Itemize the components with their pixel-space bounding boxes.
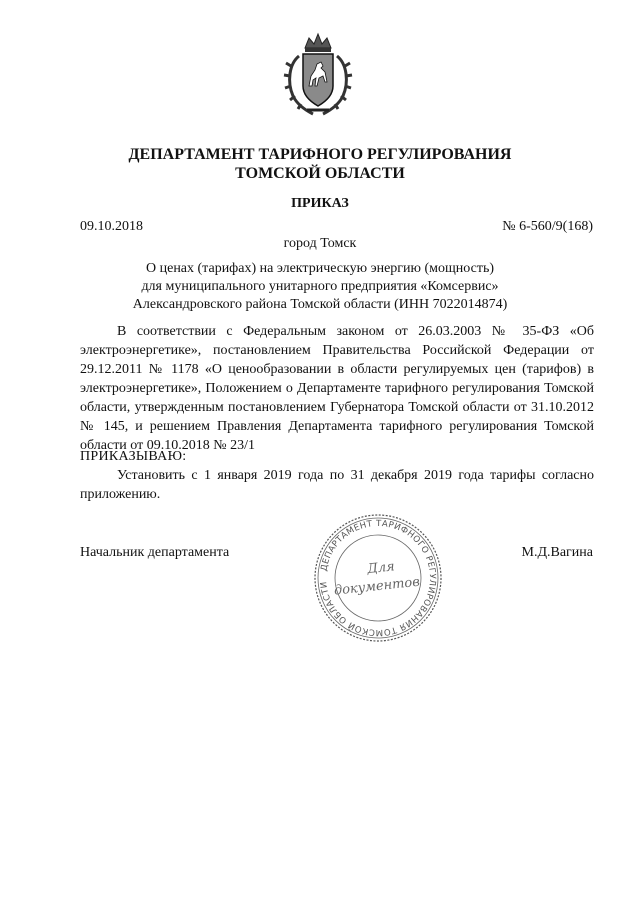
official-stamp bbox=[312, 512, 444, 644]
preamble-paragraph: В соответствии с Федеральным законом от 26.03.2003 № 35-ФЗ «Об электроэнергетике», постановлением Правительства Российской Федерации от 29.12.2011 № 1178 «О ценообразовании в области регулируемых цен (тарифов) в электроэнергетике», Положением о Департаменте тарифного регулирования Томской области, утвержденным постановлением Губернатора Томской области от 31.10.2012 № 145, и решением Правления Департамента тарифного регулирования Томской области от 09.10.2018 № 23/1 bbox=[80, 324, 594, 453]
document-city: город Томск bbox=[283, 236, 357, 251]
department-title-line2: ТОМСКОЙ ОБЛАСТИ bbox=[235, 165, 405, 182]
subject-line1: О ценах (тарифах) на электрическую энергию (мощность) bbox=[146, 261, 494, 276]
subject-line3: Александровского района Томской области (ИНН 7022014874) bbox=[132, 297, 508, 312]
tomsk-coat-of-arms-icon bbox=[283, 30, 353, 118]
document-type: ПРИКАЗ bbox=[291, 196, 349, 211]
svg-text:ДЕПАРТАМЕНТ ТАРИФНОГО РЕГУЛИРО bbox=[319, 519, 437, 637]
subject-line2: для муниципального унитарного предприятия «Комсервис» bbox=[141, 279, 499, 294]
stamp-ring-text: ДЕПАРТАМЕНТ ТАРИФНОГО РЕГУЛИРОВАНИЯ ТОМСКОЙ ОБЛАСТИ bbox=[319, 518, 438, 638]
signatory-position: Начальник департамента bbox=[80, 545, 230, 560]
document-number: № 6-560/9(168) bbox=[502, 219, 593, 234]
document-date: 09.10.2018 bbox=[80, 219, 143, 234]
stamp-center-line1: Для bbox=[366, 559, 396, 578]
department-title-line1: ДЕПАРТАМЕНТ ТАРИФНОГО РЕГУЛИРОВАНИЯ bbox=[128, 146, 512, 163]
signatory-name: М.Д.Вагина bbox=[521, 545, 593, 560]
stamp-center-line2: документов bbox=[333, 574, 421, 599]
order-word: ПРИКАЗЫВАЮ: bbox=[80, 449, 187, 464]
order-paragraph: Установить с 1 января 2019 года по 31 декабря 2019 года тарифы согласно приложению. bbox=[80, 468, 594, 502]
